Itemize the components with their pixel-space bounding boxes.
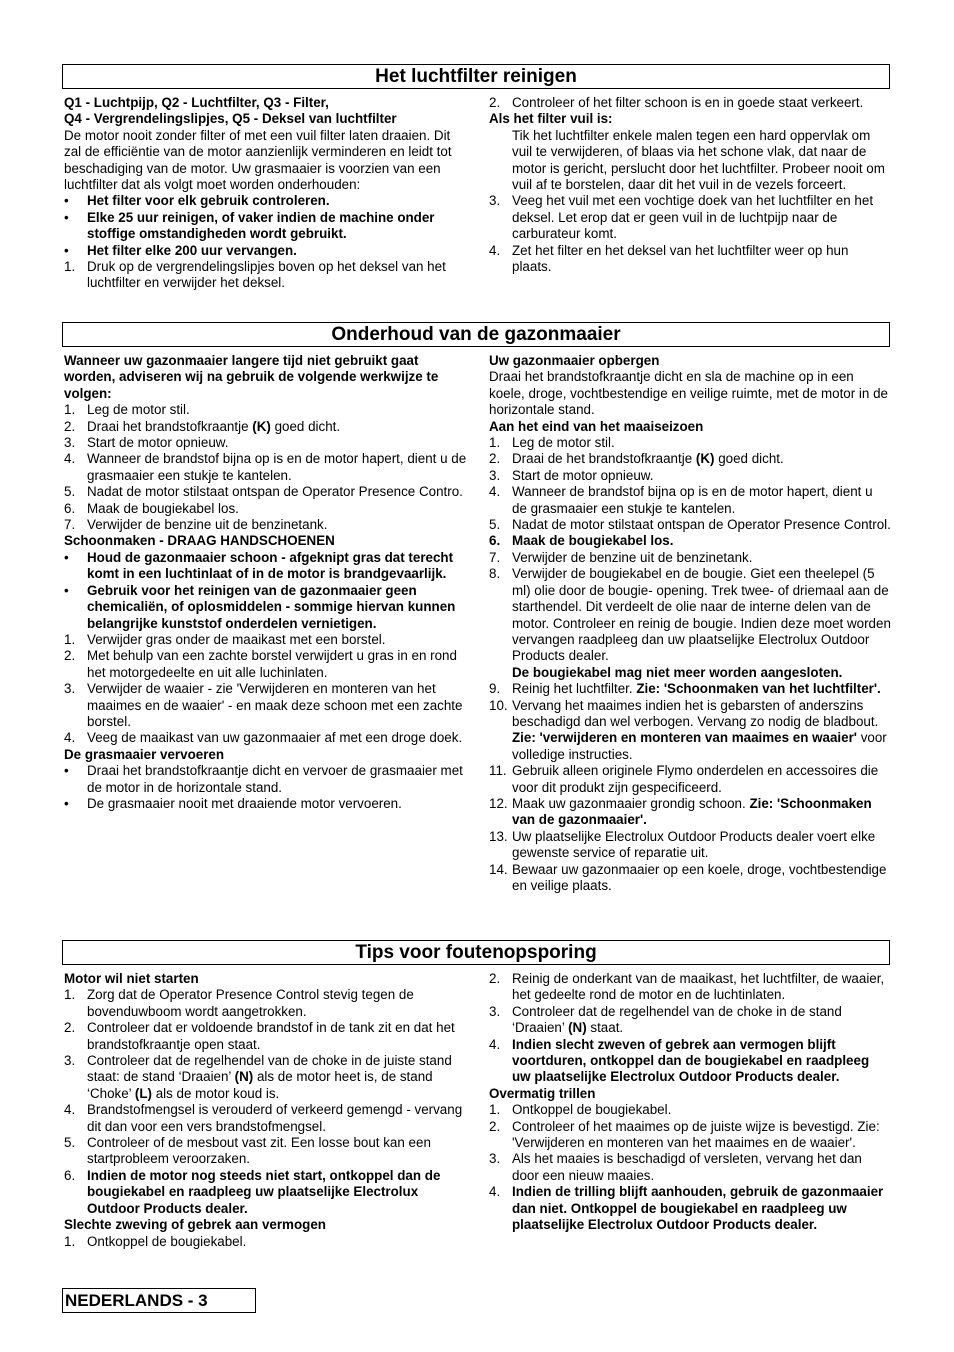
list-item [489, 95, 891, 111]
list-item [489, 550, 891, 566]
text-run: Veeg het vuil met een vochtige doek van het luchtfilter en het deksel. Let erop dat er geen vuil in de luchtpijp naar de carburateur komt. [512, 193, 874, 242]
text-run: Verwijder de waaier - zie 'Verwijderen en monteren van het maaimes en de waaier' - en maak deze schoon met een zachte borstel. [87, 681, 463, 729]
list-item-text [512, 796, 891, 829]
text-run: Het filter elke 200 uur vervangen. [87, 242, 297, 258]
list-item [64, 402, 470, 418]
text-run: als de motor koud is. [152, 1085, 280, 1101]
bold-run: (N) [234, 1069, 254, 1085]
text-run: Controleer dat er voldoende brandstof in de tank zit en dat het brandstofkraantje open staat. [87, 1020, 455, 1052]
list-item [64, 1234, 470, 1250]
list-marker: 3. [489, 467, 501, 483]
list-marker: 9. [489, 681, 501, 697]
text-run: Slechte zweving of gebrek aan vermogen [64, 1217, 326, 1233]
list-marker: 4. [489, 1036, 501, 1052]
list-item-text [512, 435, 891, 451]
section1-left-column [64, 95, 470, 292]
list-marker: • [64, 795, 69, 811]
text-run: Brandstofmengsel is verouderd of verkeerd gemengd - vervang dit dan voor een vers brandstofmengsel. [87, 1102, 463, 1134]
text-run: als de motor heet is, de stand ‘Choke’ [87, 1069, 433, 1101]
list-marker: 4. [489, 242, 501, 258]
list-marker: 7. [64, 517, 76, 533]
list-item [489, 829, 891, 862]
text-run: Tik het luchtfilter enkele malen tegen een hard oppervlak om vuil te verwijderen, of blaas via het schone vlak, dat naar de motor is gericht, perslucht door het luchtfilter. Probeer nooit om vuil af te borstelen, daar dit het vuil in de vezels forceert. [512, 127, 885, 193]
section2-right-column [489, 353, 891, 894]
list-item-text [512, 681, 891, 697]
list-marker: 5. [489, 517, 501, 533]
list-item [489, 763, 891, 796]
list-marker: 2. [489, 971, 501, 986]
list-item [489, 1004, 891, 1037]
list-item-text [512, 763, 891, 796]
text-run: Als het filter vuil is: [489, 111, 613, 127]
list-marker: 14. [489, 861, 508, 877]
text-run: Indien de motor nog steeds niet start, ontkoppel dan de bougiekabel en raadpleeg uw plaatselijke Electrolux Outdoor Products dealer. [87, 1167, 441, 1216]
list-item [64, 484, 470, 500]
list-item-text [512, 566, 891, 681]
list-item-text [512, 95, 891, 111]
list-item [64, 550, 470, 583]
list-item-text [87, 583, 470, 632]
list-item [64, 1135, 470, 1168]
list-item-text [512, 1151, 891, 1184]
list-marker: 3. [489, 1151, 501, 1167]
text-run: Aan het eind van het maaiseizoen [489, 418, 704, 434]
text-run: Bewaar uw gazonmaaier op een koele, droge, vochtbestendige en veilige plaats. [512, 861, 887, 893]
list-item [64, 796, 470, 812]
list-marker: • [64, 549, 69, 565]
section-heading-foutenopsporing: Tips voor foutenopsporing [62, 940, 890, 965]
list-item-text [87, 402, 470, 418]
list-marker: 13. [489, 828, 508, 844]
list-marker: 2. [64, 648, 76, 664]
text-run: Wanneer de brandstof bijna op is en de motor hapert, dient u de grasmaaier een stukje te kantelen. [87, 451, 467, 483]
list-marker: 4. [64, 730, 76, 746]
subheading [489, 419, 891, 435]
subheading [489, 353, 891, 369]
list-marker: 5. [64, 484, 76, 500]
text-run: Elke 25 uur reinigen, of vaker indien de machine onder stoffige omstandigheden wordt gebruikt. [87, 209, 435, 242]
list-marker: 6. [64, 500, 76, 516]
text-run: Wanneer uw gazonmaaier langere tijd niet gebruikt gaat worden, adviseren wij na gebruik de volgende werkwijze te volgen: [64, 353, 439, 401]
subheading [64, 1217, 470, 1233]
text-run: Maak de bougiekabel los. [87, 500, 239, 516]
list-item-text [512, 1102, 891, 1118]
text-run: Verwijder de bougiekabel en de bougie. Giet een theelepel (5 ml) olie door de bougie- opening. Trek twee- of driemaal aan de starthendel. Dit verdeelt de olie naar de interne delen van de motor. Controleer en reinig de bougie. Indien deze moet worden vervangen raadpleeg dan uw plaatselijke Electrolux Outdoor Products dealer. [512, 566, 891, 664]
text-run: De motor nooit zonder filter of met een vuil filter laten draaien. Dit zal de efficiëntie van de motor aanzienlijk verminderen en leidt tot beschadiging van de motor. Uw grasmaaier is voorzien van een luchtfilter dat als volgt moet worden onderhouden: [64, 127, 452, 193]
list-item-text [87, 648, 470, 681]
list-item [489, 698, 891, 764]
list-item [64, 632, 470, 648]
list-item-text [512, 517, 891, 533]
text-run: Verwijder gras onder de maaikast met een borstel. [87, 631, 386, 647]
text-run: Maak de bougiekabel los. [512, 533, 674, 549]
section1-right-column [489, 95, 891, 275]
bold-run: (K) [252, 418, 271, 434]
list-item-text [512, 451, 891, 467]
text-run: Met behulp van een zachte borstel verwijdert u gras in en rond het motorgedeelte en uit alle luchinlaten. [87, 648, 457, 680]
list-marker: 8. [489, 566, 501, 582]
list-item [489, 484, 891, 517]
list-item [64, 987, 470, 1020]
text-run: Q4 - Vergrendelingslipjes, Q5 - Deksel van luchtfilter [64, 111, 397, 127]
list-item [64, 730, 470, 746]
paragraph [489, 128, 891, 194]
text-run: Leg de motor stil. [512, 435, 615, 451]
list-item-text [87, 1102, 470, 1135]
text-run: Veeg de maaikast van uw gazonmaaier af met een droge doek. [87, 730, 463, 746]
list-marker: 2. [64, 418, 76, 434]
list-item [64, 435, 470, 451]
subheading [64, 95, 470, 111]
list-item [489, 566, 891, 681]
text-run: Nadat de motor stilstaat ontspan de Operator Presence Contro. [87, 484, 463, 500]
text-run: Start de motor opnieuw. [512, 467, 654, 483]
section2-left-column [64, 353, 470, 812]
list-marker: 2. [64, 1020, 76, 1036]
text-run: staat. [586, 1020, 624, 1036]
bold-run: Zie: 'Schoonmaken van de gazonmaaier'. [512, 795, 872, 828]
list-item [64, 1102, 470, 1135]
list-marker: 4. [64, 1102, 76, 1118]
list-marker: 1. [64, 631, 76, 647]
bold-run: De bougiekabel mag niet meer worden aangesloten. [512, 664, 843, 680]
list-item [64, 243, 470, 259]
list-item [64, 501, 470, 517]
list-item [64, 210, 470, 243]
list-item [64, 681, 470, 730]
list-item-text [87, 243, 470, 259]
text-run: Reinig het luchtfilter. [512, 681, 637, 697]
list-marker: 3. [489, 1003, 501, 1019]
text-run: Zet het filter en het deksel van het luchtfilter weer op hun plaats. [512, 242, 849, 275]
text-run: Draai het brandstofkraantje [87, 418, 253, 434]
list-item-text [512, 1004, 891, 1037]
subheading [64, 747, 470, 763]
text-run: Uw plaatselijke Electrolux Outdoor Products dealer voert elke gewenste service of reparatie uit. [512, 828, 876, 861]
list-item [489, 451, 891, 467]
list-item-text [87, 987, 470, 1020]
list-marker: • [64, 582, 69, 598]
bold-run: Zie: 'Schoonmaken van het luchtfilter'. [636, 681, 881, 697]
list-marker: • [64, 209, 69, 225]
list-item-text [512, 1037, 891, 1086]
list-item [489, 193, 891, 242]
text-run: Q1 - Luchtpijp, Q2 - Luchtfilter, Q3 - Filter, [64, 95, 329, 110]
text-run: Leg de motor stil. [87, 402, 190, 418]
list-item-text [512, 971, 891, 1004]
subheading [64, 533, 470, 549]
list-item [489, 243, 891, 276]
list-marker: 2. [489, 95, 501, 110]
text-run: Controleer dat de regelhendel van de choke in de stand ‘Draaien’ [512, 1003, 842, 1036]
list-item [489, 1037, 891, 1086]
text-run: Draai het brandstofkraantje dicht en sla de machine op in een koele, droge, vochtbestendige en veilige ruimte, met de motor in de horizontale stand. [489, 369, 888, 418]
list-item-text [87, 632, 470, 648]
list-marker: 3. [64, 1053, 76, 1069]
list-marker: 12. [489, 795, 508, 811]
text-run: Uw gazonmaaier opbergen [489, 353, 660, 368]
list-item [64, 648, 470, 681]
text-run: De grasmaaier vervoeren [64, 746, 225, 762]
list-item-text [87, 681, 470, 730]
list-item-text [512, 1184, 891, 1233]
list-item-text [87, 451, 470, 484]
text-run: Als het maaies is beschadigd of versleten, vervang het dan door een nieuw maaies. [512, 1151, 862, 1183]
list-item [64, 451, 470, 484]
text-run: Motor wil niet starten [64, 971, 199, 986]
bold-run: Zie: 'verwijderen en monteren van maaimes en waaier' [512, 730, 857, 746]
list-item-text [512, 533, 891, 549]
section-heading-onderhoud: Onderhoud van de gazonmaaier [62, 322, 890, 347]
text-run: Maak uw gazonmaaier grondig schoon. [512, 795, 750, 811]
section-heading-luchtfilter: Het luchtfilter reinigen [62, 64, 890, 89]
list-marker: 3. [489, 193, 501, 209]
list-item-text [87, 517, 470, 533]
text-run: Reinig de onderkant van de maaikast, het luchtfilter, de waaier, het gedeelte rond de motor en de luchtinlaten. [512, 971, 885, 1003]
list-item [64, 763, 470, 796]
text-run: Draai de het brandstofkraantje [512, 451, 696, 467]
list-marker: 1. [64, 259, 76, 275]
text-run: Zorg dat de Operator Presence Control stevig tegen de bovenduwboom wordt aangetrokken. [87, 987, 414, 1019]
list-item [64, 259, 470, 292]
text-run: Ontkoppel de bougiekabel. [512, 1102, 672, 1118]
text-run: Draai het brandstofkraantje dicht en vervoer de grasmaaier met de motor in de horizontale stand. [87, 763, 463, 795]
text-run: Druk op de vergrendelingslipjes boven op het deksel van het luchtfilter en verwijder het deksel. [87, 259, 446, 291]
list-item-text [512, 829, 891, 862]
page-footer-label: NEDERLANDS - 3 [62, 1288, 256, 1313]
list-marker: 5. [64, 1135, 76, 1151]
text-run: Wanneer de brandstof bijna op is en de motor hapert, dient u de grasmaaier een stukje te kantelen. [512, 484, 873, 516]
list-marker: 1. [64, 987, 76, 1003]
list-marker: • [64, 242, 69, 258]
list-item [489, 1119, 891, 1152]
subheading [64, 111, 470, 127]
text-run: Controleer of het maaimes op de juiste wijze is bevestigd. Zie: 'Verwijderen en monteren van het maaimes en de waaier'. [512, 1118, 880, 1151]
text-run: Indien slecht zweven of gebrek aan vermogen blijft voortduren, ontkoppel dan de bougiekabel en raadpleeg uw plaatselijke Electrolux Outdoor Products dealer. [512, 1036, 870, 1085]
subheading [64, 971, 470, 987]
list-item-text [512, 243, 891, 276]
list-item [64, 193, 470, 209]
list-marker: 3. [64, 435, 76, 451]
list-item-text [512, 193, 891, 242]
list-item-text [512, 698, 891, 764]
list-item [489, 862, 891, 895]
list-marker: 4. [489, 484, 501, 500]
list-item-text [512, 862, 891, 895]
text-run: De grasmaaier nooit met draaiende motor vervoeren. [87, 795, 402, 811]
paragraph [489, 369, 891, 418]
list-item [64, 517, 470, 533]
section3-right-column [489, 971, 891, 1234]
subheading [489, 1086, 891, 1102]
list-item-text [87, 1053, 470, 1102]
text-run: goed dicht. [270, 418, 341, 434]
list-item [489, 681, 891, 697]
bold-run: (L) [134, 1085, 152, 1101]
list-item-text [87, 435, 470, 451]
list-item-text [87, 259, 470, 292]
list-item [489, 1102, 891, 1118]
list-item-text [87, 796, 470, 812]
text-run: Controleer of het filter schoon is en in goede staat verkeert. [512, 95, 864, 110]
list-marker: 4. [489, 1184, 501, 1200]
list-item [489, 533, 891, 549]
paragraph [64, 128, 470, 194]
list-item-text [87, 484, 470, 500]
list-item [64, 1053, 470, 1102]
list-item-text [87, 1234, 470, 1250]
list-marker: 2. [489, 1118, 501, 1134]
text-run: Gebruik alleen originele Flymo onderdelen en accessoires die voor dit produkt zijn gespecificeerd. [512, 763, 879, 795]
list-marker: 1. [64, 402, 76, 418]
list-marker: • [64, 763, 69, 779]
section3-left-column [64, 971, 470, 1250]
bold-run: (K) [695, 451, 715, 467]
list-item-text [512, 550, 891, 566]
list-marker: 10. [489, 697, 508, 713]
list-marker: 6. [64, 1167, 76, 1183]
list-item [489, 796, 891, 829]
text-run: Verwijder de benzine uit de benzinetank. [512, 549, 753, 565]
list-marker: 2. [489, 451, 501, 467]
list-item [64, 1020, 470, 1053]
list-item [489, 1184, 891, 1233]
list-item-text [87, 210, 470, 243]
list-item-text [87, 1168, 470, 1217]
list-item-text [512, 1119, 891, 1152]
list-marker: 3. [64, 681, 76, 697]
text-run: Vervang het maaimes indien het is gebarsten of anderszins beschadigd dan wel verbogen. Vervang zo nodig de bladbout. [512, 697, 879, 729]
list-marker: 1. [489, 435, 501, 451]
text-run: Schoonmaken - DRAAG HANDSCHOENEN [64, 533, 335, 549]
text-run: Gebruik voor het reinigen van de gazonmaaier geen chemicaliën, of oplosmiddelen - sommige hiervan kunnen belangrijke kunststof onderdelen vernietigen. [87, 582, 456, 631]
list-item-text [87, 501, 470, 517]
list-item [489, 435, 891, 451]
list-item-text [512, 468, 891, 484]
list-item [64, 1168, 470, 1217]
list-item [64, 583, 470, 632]
text-run: Nadat de motor stilstaat ontspan de Operator Presence Control. [512, 517, 891, 533]
list-item [64, 419, 470, 435]
text-run: voor volledige instructies. [512, 730, 887, 762]
list-marker: 1. [489, 1102, 501, 1118]
list-item [489, 468, 891, 484]
text-run: Verwijder de benzine uit de benzinetank. [87, 517, 328, 533]
list-item-text [87, 419, 470, 435]
list-item-text [87, 1135, 470, 1168]
list-marker: 11. [489, 763, 507, 779]
list-item-text [87, 550, 470, 583]
list-marker: 4. [64, 451, 76, 467]
list-item-text [87, 730, 470, 746]
text-run: Controleer of de mesbout vast zit. Een losse bout kan een startprobleem veroorzaken. [87, 1135, 431, 1167]
list-item [489, 1151, 891, 1184]
text-run: Ontkoppel de bougiekabel. [87, 1233, 247, 1249]
list-marker: 1. [64, 1233, 76, 1249]
list-item-text [87, 763, 470, 796]
subheading [489, 111, 891, 127]
list-marker: 6. [489, 533, 501, 549]
list-marker: • [64, 193, 69, 209]
list-marker: 7. [489, 549, 501, 565]
list-item-text [512, 484, 891, 517]
text-run: Houd de gazonmaaier schoon - afgeknipt gras dat terecht komt in een luchtinlaat of in de motor is brandgevaarlijk. [87, 549, 454, 582]
bold-run: (N) [568, 1020, 587, 1036]
subheading [64, 353, 470, 402]
text-run: Start de motor opnieuw. [87, 435, 229, 451]
text-run: Indien de trilling blijft aanhouden, gebruik de gazonmaaier dan niet. Ontkoppel de bougiekabel en raadpleeg uw plaatselijke Electrolux Outdoor Products dealer. [512, 1184, 884, 1233]
text-run: Controleer dat de regelhendel van de choke in de juiste stand staat: de stand ‘Draaien’ [87, 1053, 452, 1085]
list-item-text [87, 1020, 470, 1053]
text-run: Overmatig trillen [489, 1085, 596, 1101]
list-item [489, 971, 891, 1004]
text-run: goed dicht. [714, 451, 784, 467]
text-run: Het filter voor elk gebruik controleren. [87, 193, 330, 209]
list-item [489, 517, 891, 533]
list-item-text [87, 193, 470, 209]
